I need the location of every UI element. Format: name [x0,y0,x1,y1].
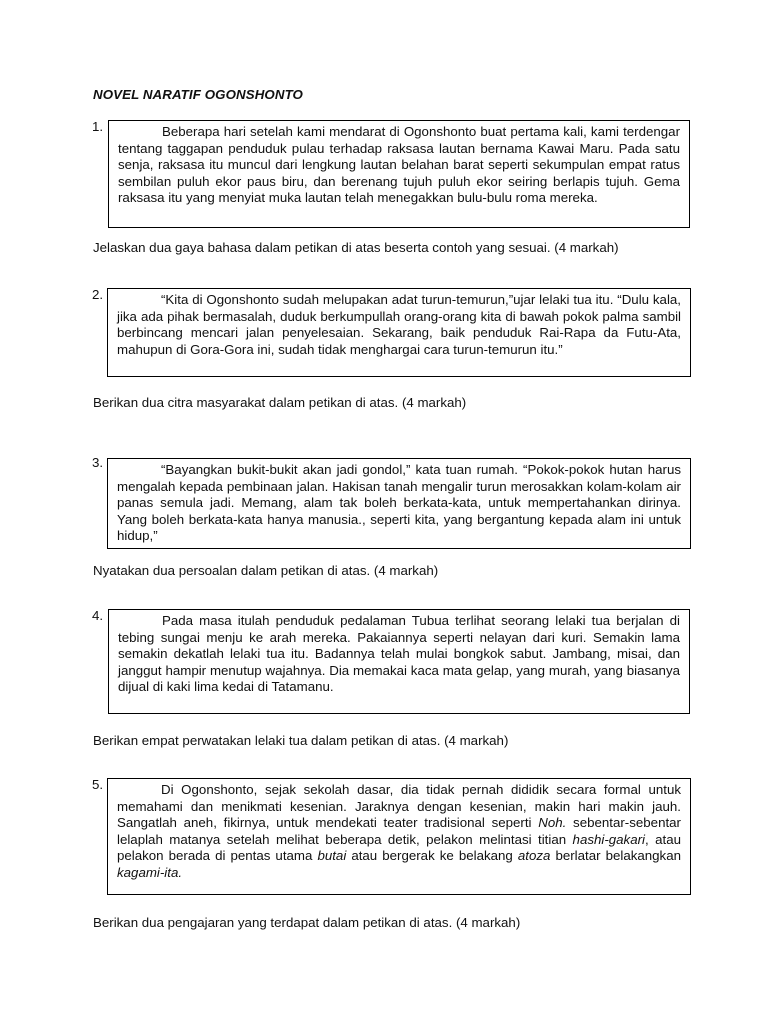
passage-text-5 [117,782,681,882]
passage-box-3 [107,458,691,549]
passage-5-part-4: atau bergerak ke belakang [346,848,518,864]
passage-5-term-kagami-ita: kagami-ita. [117,864,183,880]
passage-5-term-hashi-gakari: hashi-gakari [572,831,645,847]
passage-5-part-5: berlatar belakangkan [550,848,681,864]
passage-box-5 [107,778,691,895]
item-number-4: 4. [92,608,104,623]
passage-5-term-noh: Noh. [538,815,567,831]
passage-box-4 [108,609,690,714]
passage-box-2 [107,288,691,377]
passage-5-term-butai: butai [317,848,347,864]
item-number-3: 3. [92,455,104,470]
passage-text-3: “Bayangkan bukit-bukit akan jadi gondol,” kata tuan rumah. “Pokok-pokok hutan harus mengalah kepada pembinaan jalan. Hakisan tanah mengalir turun merosakkan kolam-kolam air panas semula jadi. Memang, alam tak boleh berkata-kata, untuk mempertahankan dirinya. Yang boleh berkata-kata hanya manusia., seperti kita, yang bergantung kepada alam ini untuk hidup,” [117,462,681,544]
page-title: NOVEL NARATIF OGONSHONTO [93,87,303,102]
passage-5-term-atoza: atoza [517,848,551,864]
passage-text-2: “Kita di Ogonshonto sudah melupakan adat turun-temurun,”ujar lelaki tua itu. “Dulu kala, jika ada pihak bermasalah, duduk berkumpullah orang-orang kita di bawah pokok palma sambil berbincang mencari jalan penyelesaian. Sekarang, baik penduduk Rai-Rapa da Futu-Ata, mahupun di Gora-Gora ini, sudah tidak menghargai cara turun-temurun itu.” [117,292,681,357]
passage-5-part-2: sebentar-sebentar lelaplah matanya setelah melihat beberapa detik, pelakon melintasi titian [117,815,681,847]
passage-5-part-1: Di Ogonshonto, sejak sekolah dasar, dia tidak pernah dididik secara formal untuk memahami dan menikmati kesenian. Jaraknya dengan kesenian, makin hari makin jauh. Sangatlah aneh, fikirnya, untuk mendekati teater tradisional seperti [117,782,681,831]
question-2: Berikan dua citra masyarakat dalam petikan di atas. (4 markah) [93,395,467,410]
question-5: Berikan dua pengajaran yang terdapat dalam petikan di atas. (4 markah) [93,915,521,930]
passage-box-1 [108,120,690,228]
question-1: Jelaskan dua gaya bahasa dalam petikan di atas beserta contoh yang sesuai. (4 markah) [93,240,619,255]
question-3: Nyatakan dua persoalan dalam petikan di atas. (4 markah) [93,563,439,578]
item-number-2: 2. [92,287,104,302]
item-number-5: 5. [92,777,104,792]
item-number-1: 1. [92,119,104,134]
question-4: Berikan empat perwatakan lelaki tua dalam petikan di atas. (4 markah) [93,733,509,748]
passage-text-4: Pada masa itulah penduduk pedalaman Tubua terlihat seorang lelaki tua berjalan di tebing sungai menju ke arah mereka. Pakaiannya seperti nelayan dari kuri. Semakin lama semakin dekatlah lelaki tua itu. Badannya telah mulai bongkok sabut. Jambang, misai, dan janggut hampir menutup wajahnya. Dia memakai kaca mata gelap, yang murah, yang biasanya dijual di kaki lima kedai di Tatamanu. [118,613,680,695]
passage-text-1: Beberapa hari setelah kami mendarat di Ogonshonto buat pertama kali, kami terdengar tentang taggapan penduduk pulau terhadap raksasa lautan bernama Kawai Maru. Pada satu senja, raksasa itu muncul dari lengkung lautan belahan barat seperti sekumpulan empat ratus sembilan puluh ekor paus biru, dan berenang tujuh puluh ekor seiring berlapis tujuh. Gema raksasa itu yang menyiat muka lautan telah menegakkan bulu-bulu roma mereka. [118,124,680,206]
passage-5-part-3: , atau pelakon berada di pentas utama [117,831,681,864]
